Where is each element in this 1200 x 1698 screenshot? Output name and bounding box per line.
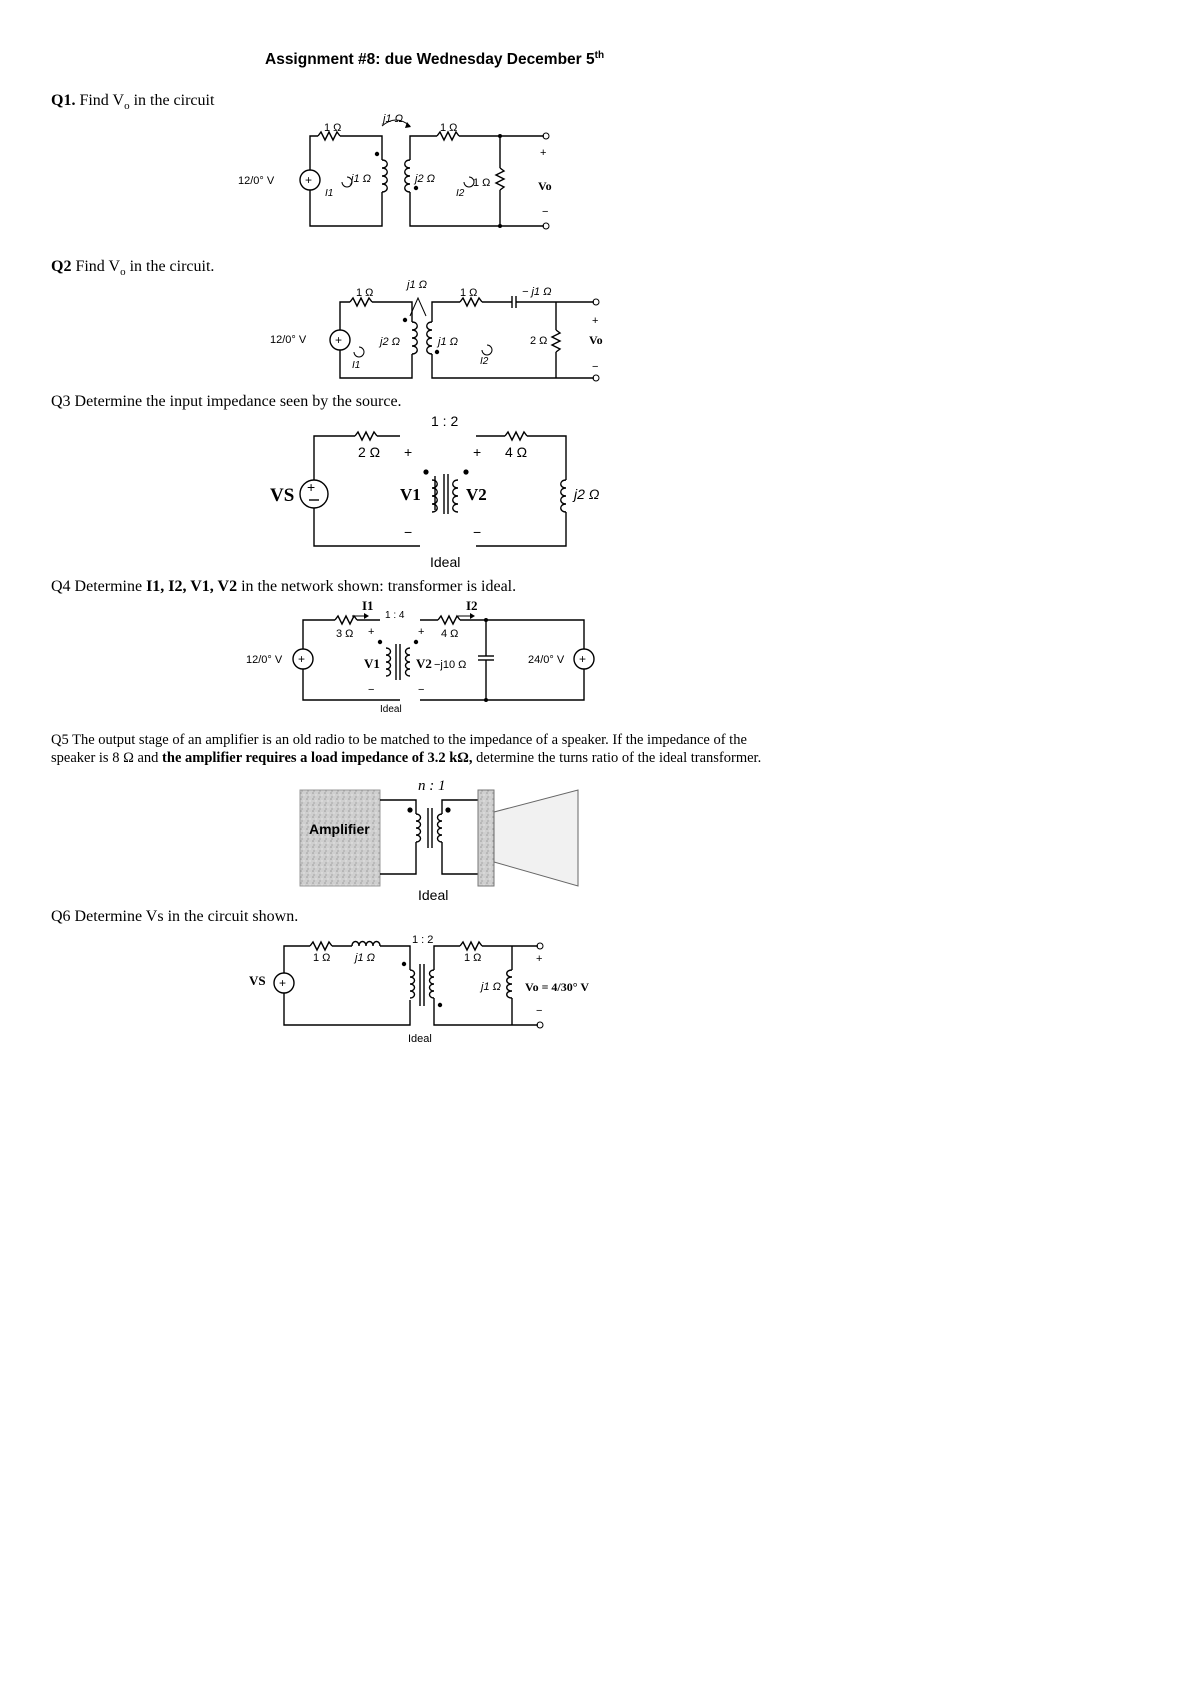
- svg-text:−: −: [473, 524, 482, 540]
- svg-text:+: +: [536, 953, 543, 965]
- svg-text:j1 Ω: j1 Ω: [407, 279, 427, 291]
- svg-text:4 Ω: 4 Ω: [505, 444, 528, 460]
- svg-text:+: +: [305, 173, 313, 187]
- svg-text:1 Ω: 1 Ω: [464, 952, 482, 964]
- svg-text:2 Ω: 2 Ω: [358, 444, 381, 460]
- q6-resistor-1: [310, 942, 332, 950]
- svg-text:1 Ω: 1 Ω: [460, 287, 478, 299]
- svg-text:−: −: [592, 361, 599, 373]
- svg-text:Ideal: Ideal: [408, 1033, 432, 1045]
- svg-text:Vo: Vo: [538, 179, 552, 193]
- svg-text:+: +: [418, 626, 425, 638]
- page-title: Assignment #8: due Wednesday December 5th: [265, 50, 605, 69]
- svg-text:I2: I2: [456, 188, 465, 199]
- svg-text:Ideal: Ideal: [430, 554, 461, 570]
- svg-text:j1 Ω: j1 Ω: [438, 336, 458, 348]
- svg-text:+: +: [279, 976, 287, 990]
- q3-question: Q3 Determine the input impedance seen by the source.: [51, 393, 402, 410]
- svg-text:+: +: [579, 652, 587, 666]
- svg-text:−: −: [368, 684, 375, 696]
- q6-question: Q6 Determine Vs in the circuit shown.: [51, 908, 299, 925]
- svg-text:j1 Ω: j1 Ω: [481, 981, 501, 993]
- svg-text:12/0° V: 12/0° V: [270, 334, 307, 346]
- q5-question-line1: Q5 The output stage of an amplifier is an old radio to be matched to the impedance of a speaker. If the impedance of the: [51, 732, 747, 748]
- svg-text:−j10 Ω: −j10 Ω: [434, 659, 467, 671]
- svg-text:V2: V2: [466, 485, 487, 504]
- svg-text:Amplifier: Amplifier: [309, 821, 370, 837]
- svg-text:1 : 2: 1 : 2: [431, 413, 459, 429]
- svg-text:1 : 2: 1 : 2: [412, 934, 434, 946]
- svg-text:VS: VS: [249, 973, 266, 988]
- svg-text:Ideal: Ideal: [380, 704, 402, 715]
- svg-text:1 Ω: 1 Ω: [440, 122, 458, 134]
- svg-text:j1 Ω: j1 Ω: [355, 952, 375, 964]
- svg-text:I1: I1: [325, 188, 334, 199]
- svg-text:V2: V2: [416, 656, 432, 671]
- q6-primary-coil: [410, 970, 415, 998]
- svg-text:I2: I2: [480, 356, 489, 367]
- svg-text:Ideal: Ideal: [418, 887, 449, 903]
- svg-text:−: −: [542, 206, 549, 218]
- q6-inductor-2: [507, 970, 512, 998]
- svg-text:+: +: [592, 315, 599, 327]
- svg-text:1 : 4: 1 : 4: [385, 610, 405, 621]
- svg-text:+: +: [298, 652, 306, 666]
- q4-question: Q4 Determine I1, I2, V1, V2 in the network shown: transformer is ideal.: [51, 578, 517, 595]
- svg-text:−: −: [418, 684, 425, 696]
- svg-text:1 Ω: 1 Ω: [313, 952, 331, 964]
- svg-text:Vo: Vo: [589, 333, 603, 347]
- q6-inductor-1: [352, 942, 380, 947]
- svg-text:−: −: [404, 524, 413, 540]
- svg-text:12/0° V: 12/0° V: [246, 654, 283, 666]
- q6-resistor-2: [460, 942, 482, 950]
- q2-question: Q2 Find $V_o$ in the circuit.: [51, 258, 215, 279]
- svg-text:j2 Ω: j2 Ω: [415, 173, 435, 185]
- svg-text:j2 Ω: j2 Ω: [574, 486, 600, 502]
- svg-text:1 Ω: 1 Ω: [356, 287, 374, 299]
- svg-text:+: +: [335, 333, 343, 347]
- svg-text:4 Ω: 4 Ω: [441, 628, 459, 640]
- q1-question: Q1. Find $V_o$ in the circuit: [51, 92, 215, 113]
- svg-text:+: +: [307, 479, 316, 495]
- svg-text:I1: I1: [352, 360, 361, 371]
- q6-secondary-coil: [430, 970, 435, 998]
- svg-text:+: +: [540, 147, 547, 159]
- svg-text:24/0° V: 24/0° V: [528, 654, 565, 666]
- svg-text:+: +: [368, 626, 375, 638]
- svg-text:j1 Ω: j1 Ω: [383, 113, 403, 125]
- svg-text:+: +: [473, 444, 482, 460]
- svg-text:− j1 Ω: − j1 Ω: [522, 286, 552, 298]
- q3-source-label: VS: [270, 485, 295, 506]
- svg-text:I1: I1: [362, 598, 374, 613]
- svg-text:1 Ω: 1 Ω: [324, 122, 342, 134]
- svg-text:−: −: [536, 1005, 543, 1017]
- svg-text:j1 Ω: j1 Ω: [351, 173, 371, 185]
- svg-text:+: +: [404, 444, 413, 460]
- svg-text:1 Ω: 1 Ω: [473, 177, 491, 189]
- svg-text:2 Ω: 2 Ω: [530, 335, 548, 347]
- svg-text:n : 1: n : 1: [418, 778, 446, 794]
- svg-text:V1: V1: [364, 656, 380, 671]
- q5-question-line2: speaker is 8 Ω and the amplifier requires a load impedance of 3.2 kΩ, determine the turns ratio of the ideal transformer.: [51, 750, 762, 766]
- svg-text:j2 Ω: j2 Ω: [380, 336, 400, 348]
- svg-text:3 Ω: 3 Ω: [336, 628, 354, 640]
- svg-text:V1: V1: [400, 485, 421, 504]
- svg-text:I2: I2: [466, 598, 478, 613]
- svg-text:Vo = 4/30° V: Vo = 4/30° V: [525, 980, 589, 994]
- q1-source-label: 12/0° V: [238, 175, 275, 187]
